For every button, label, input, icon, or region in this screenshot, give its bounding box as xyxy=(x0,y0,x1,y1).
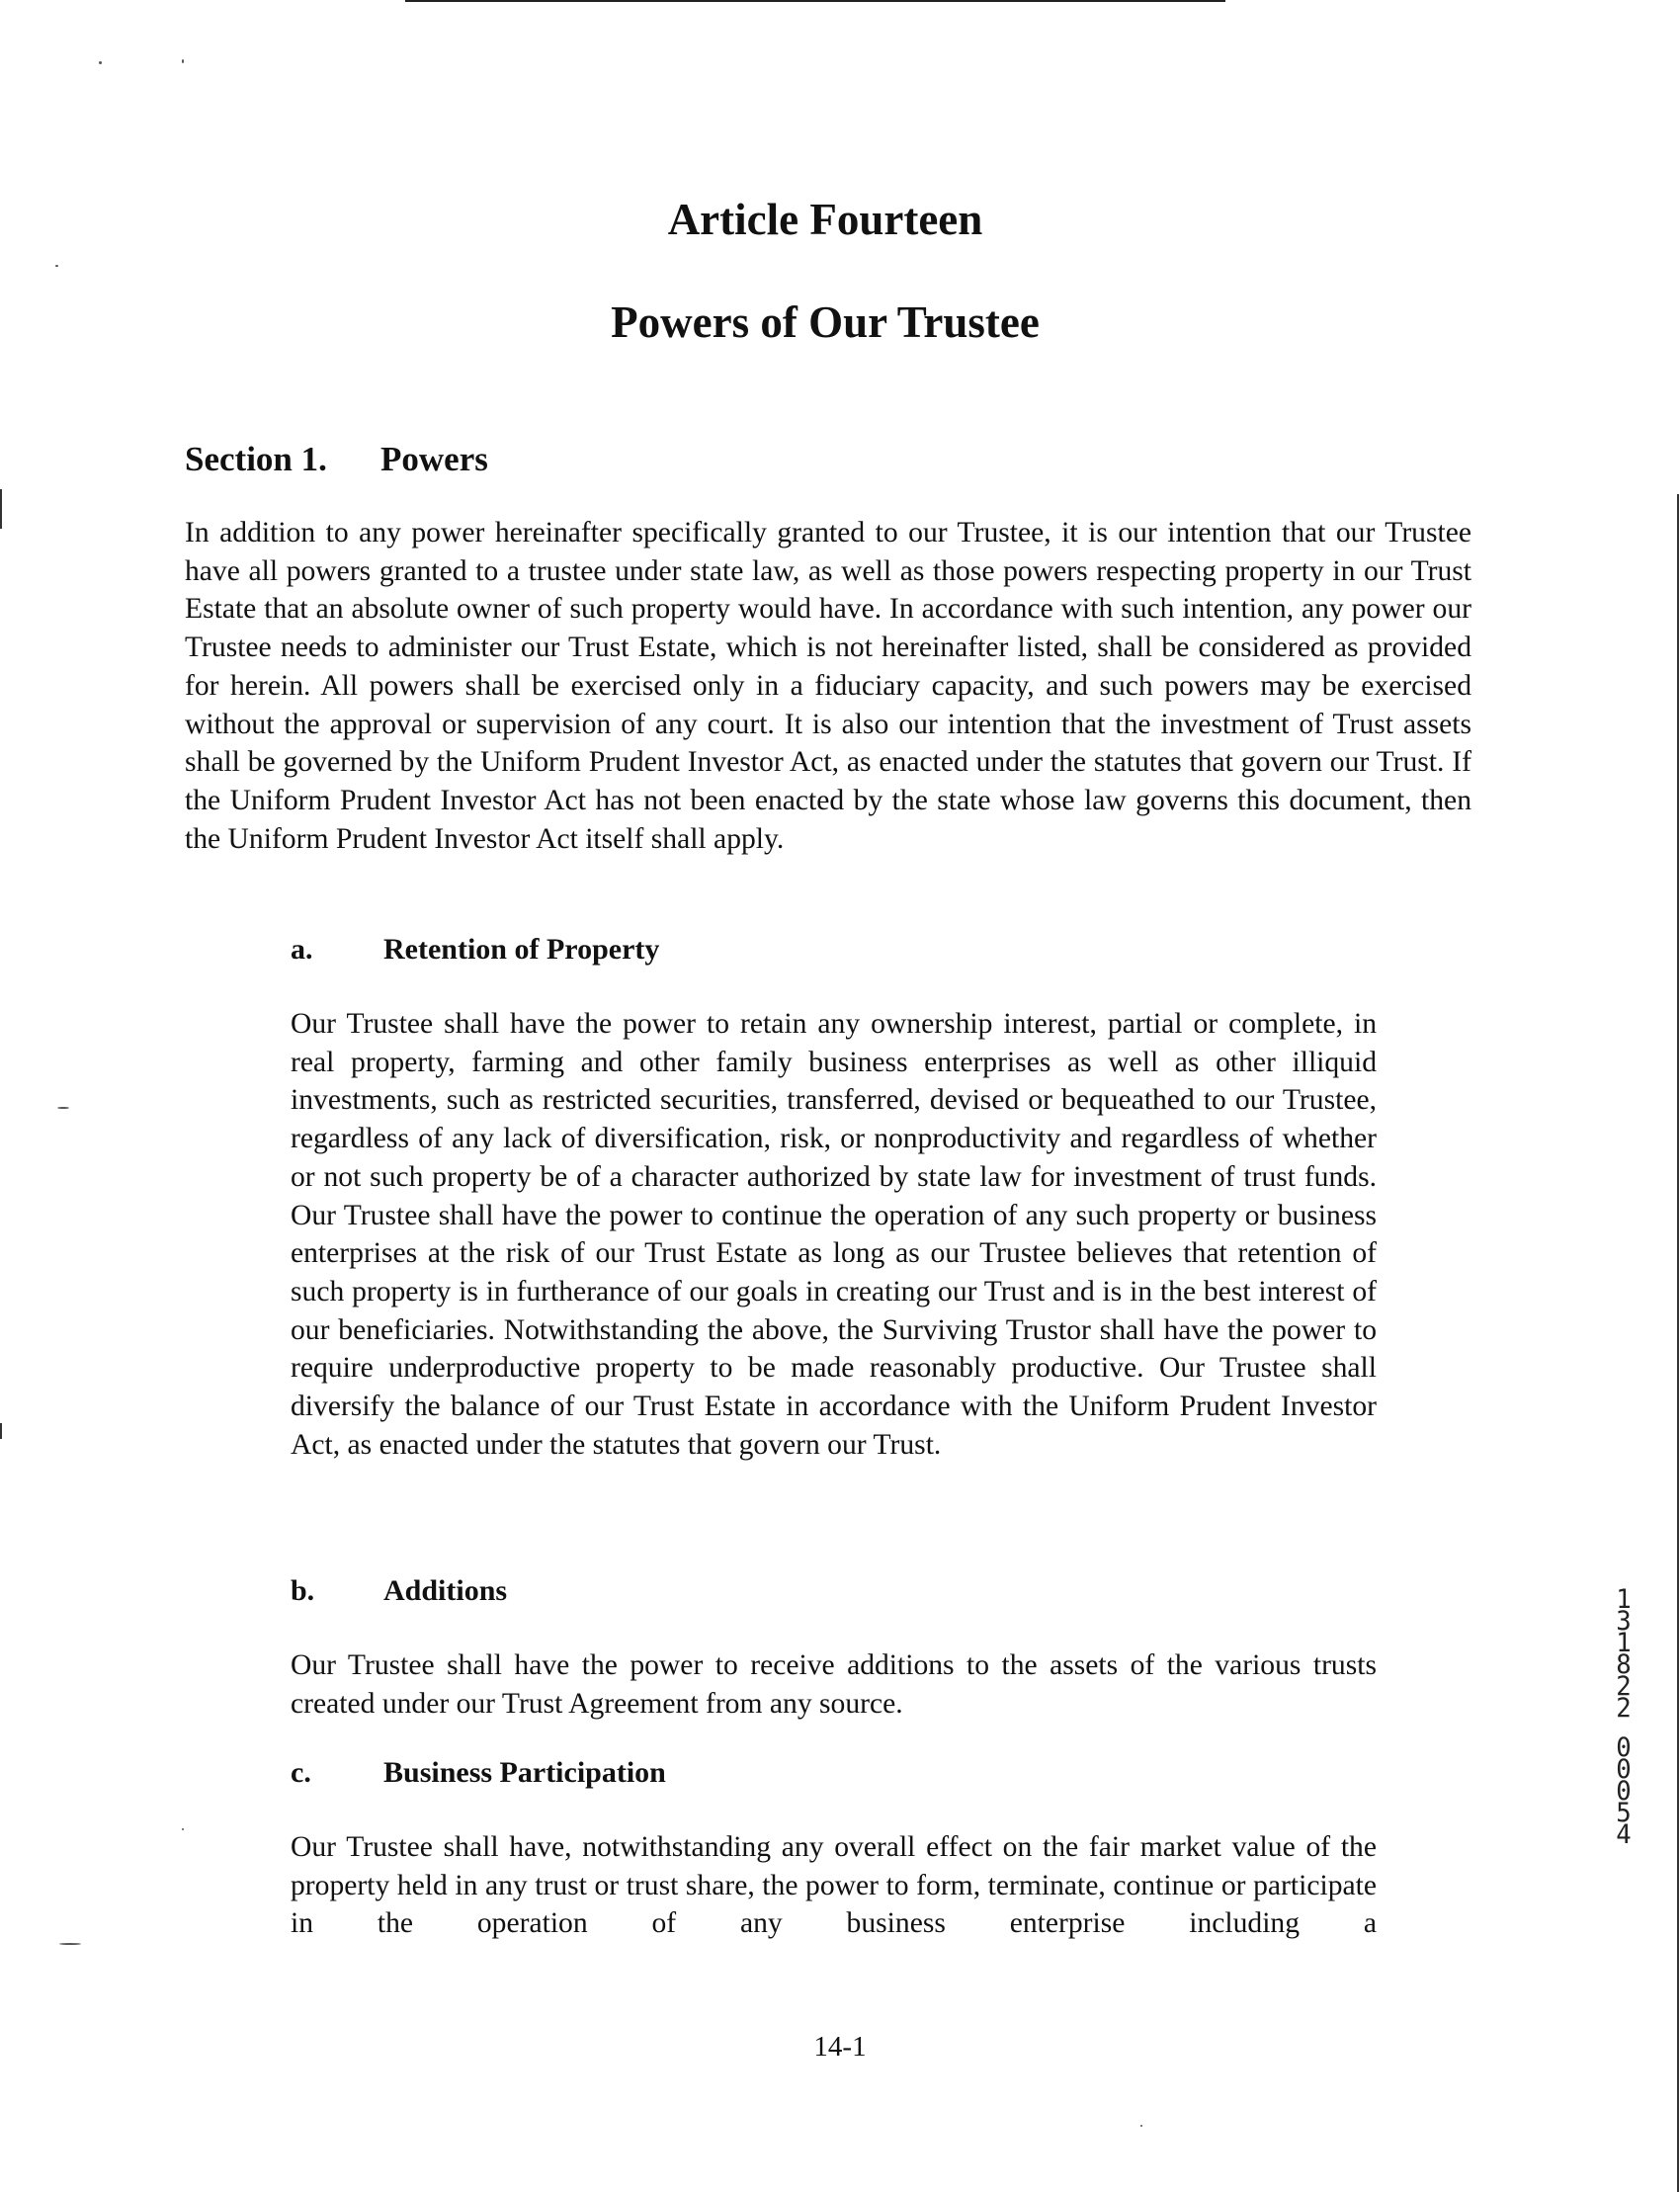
scan-speck xyxy=(1140,2125,1142,2127)
subsection-letter: b. xyxy=(291,1574,315,1607)
bates-digit: 1 xyxy=(1616,1628,1632,1658)
subsection-body-additions: Our Trustee shall have the power to receive additions to the assets of the various trusts created under our Trust Agreement from any source. xyxy=(291,1649,1377,1720)
subsection-letter: c. xyxy=(291,1756,311,1789)
subsection-title: Retention of Property xyxy=(383,933,660,966)
section-number: Section 1. xyxy=(185,440,327,478)
bates-digit: 0 xyxy=(1616,1754,1632,1785)
scan-speck xyxy=(182,1828,184,1830)
scan-top-rule xyxy=(405,0,1225,2)
subsection-letter: a. xyxy=(291,933,313,966)
bates-digit: 2 xyxy=(1616,1693,1632,1724)
subsection-title: Additions xyxy=(383,1574,508,1607)
bates-digit: 2 xyxy=(1616,1671,1632,1702)
bates-digit: 4 xyxy=(1616,1819,1632,1850)
subsection-heading-retention xyxy=(291,933,659,967)
section-intro-paragraph: In addition to any power hereinafter specifically granted to our Trustee, it is our intention that our Trustee have all powers granted to a trustee under state law, as well as those powers respecting property in our Trust Estate that an absolute owner of such property would have. In accordance with such intention, any power our Trustee needs to administer our Trust Estate, which is not hereinafter listed, shall be considered as provided for herein. All powers shall be exercised only in a fiduciary capacity, and such powers may be exercised without the approval or supervision of any court. It is also our intention that the investment of Trust assets shall be governed by the Uniform Prudent Investor Act, as enacted under the statutes that govern our Trust. If the Uniform Prudent Investor Act has not been enacted by the state whose law governs this document, then the Uniform Prudent Investor Act itself shall apply. xyxy=(185,517,1471,855)
bates-line-1 xyxy=(1610,1584,1638,1724)
bates-digit: 0 xyxy=(1616,1776,1632,1807)
scan-left-mark xyxy=(0,489,2,529)
scan-speck xyxy=(57,1107,69,1109)
page-number: 14-1 xyxy=(813,2031,867,2063)
bates-digit: 8 xyxy=(1616,1649,1632,1680)
scan-speck xyxy=(59,1943,81,1945)
subsection-heading-additions xyxy=(291,1574,507,1608)
subsection-body-business: Our Trustee shall have, notwithstanding any overall effect on the fair market value of the property held in any trust or trust share, the power to form, terminate, continue or participate in the operation of any business enterprise including a xyxy=(291,1831,1377,1940)
subsection-body-retention: Our Trustee shall have the power to retain any ownership interest, partial or complete, in real property, farming and other family business enterprises as well as other illiquid investments, such as restricted securities, transferred, devised or bequeathed to our Trustee, regardless of any lack of diversification, risk, or nonproductivity and regardless of whether or not such property be of a character authorized by state law for investment of trust funds. Our Trustee shall have the power to continue the operation of any such property or business enterprises at the risk of our Trust Estate as long as our Trustee believes that retention of such property is in furtherance of our goals in creating our Trust and is in the best interest of our beneficiaries. Notwithstanding the above, the Surviving Trustor shall have the power to require underproductive property to be made reasonably productive. Our Trustee shall diversify the balance of our Trust Estate in accordance with the Uniform Prudent Investor Act, as enacted under the statutes that govern our Trust. xyxy=(291,1008,1377,1461)
section-heading xyxy=(185,440,488,479)
scan-right-edge xyxy=(1677,494,1679,2192)
scan-speck xyxy=(55,265,58,267)
scan-speck xyxy=(99,61,102,64)
bates-digit: 5 xyxy=(1616,1798,1632,1828)
article-title: Article Fourteen xyxy=(667,195,983,244)
bates-digit: 1 xyxy=(1616,1584,1632,1615)
bates-digit: 3 xyxy=(1616,1606,1632,1637)
scan-left-mark xyxy=(0,1423,2,1439)
subsection-title: Business Participation xyxy=(383,1756,666,1789)
scan-speck xyxy=(182,59,184,63)
article-subtitle: Powers of Our Trustee xyxy=(611,297,1040,347)
bates-digit: 0 xyxy=(1616,1732,1632,1763)
bates-line-2 xyxy=(1610,1732,1638,1850)
bates-number xyxy=(1610,1584,1638,1850)
subsection-heading-business xyxy=(291,1756,666,1790)
section-title: Powers xyxy=(380,440,488,478)
